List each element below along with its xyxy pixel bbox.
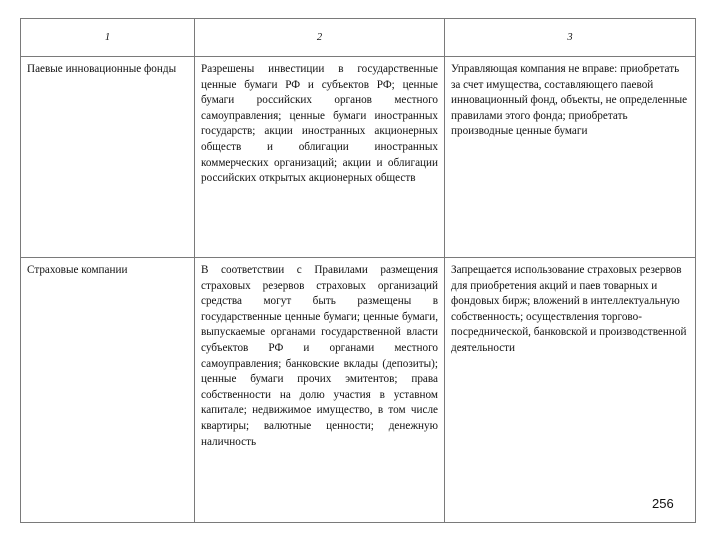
row-1-type: Паевые инновационные фонды — [21, 57, 195, 258]
row-2-type: Страховые компании — [21, 258, 195, 523]
row-2-permitted: В соответствии с Правилами размещения страховых резервов страховых организаций средства могут быть размещены в государственные ценные бумаги; ценные бумаги, выпускаемые органами государственной власти субъектов РФ и органами местного самоуправления; банковские вклады (депозиты); ценные бумаги прочих эмитентов; права собственности на долю участия в уставном капитале; недвижимое имущество, в том числе квартиры; валютные ценности; денежную наличность — [195, 258, 445, 523]
table-row — [21, 258, 696, 523]
table-row — [21, 57, 696, 258]
page-number: 256 — [652, 496, 674, 511]
column-header-1: 1 — [21, 19, 195, 57]
header-row — [21, 19, 696, 57]
row-2-restrictions: Запрещается использование страховых резервов для приобретения акций и паев товарных и фондовых бирж; вложений в интеллектуальную собственность; осуществления торгово-посреднической, банковской и производственной деятельности — [445, 258, 696, 523]
column-header-2: 2 — [195, 19, 445, 57]
row-1-restrictions: Управляющая компания не вправе: приобретать за счет имущества, составляющего паевой инновационный фонд, объекты, не определенные правилами этого фонда; приобретать производные ценные бумаги — [445, 57, 696, 258]
column-header-3: 3 — [445, 19, 696, 57]
investment-rules-table — [20, 18, 696, 523]
row-1-permitted: Разрешены инвестиции в государственные ценные бумаги РФ и субъектов РФ; ценные бумаги российских органов местного самоуправления; ценные бумаги иностранных государств; акции иностранных акционерных обществ и облигации иностранных коммерческих организаций; акции и облигации российских открытых акционерных обществ — [195, 57, 445, 258]
